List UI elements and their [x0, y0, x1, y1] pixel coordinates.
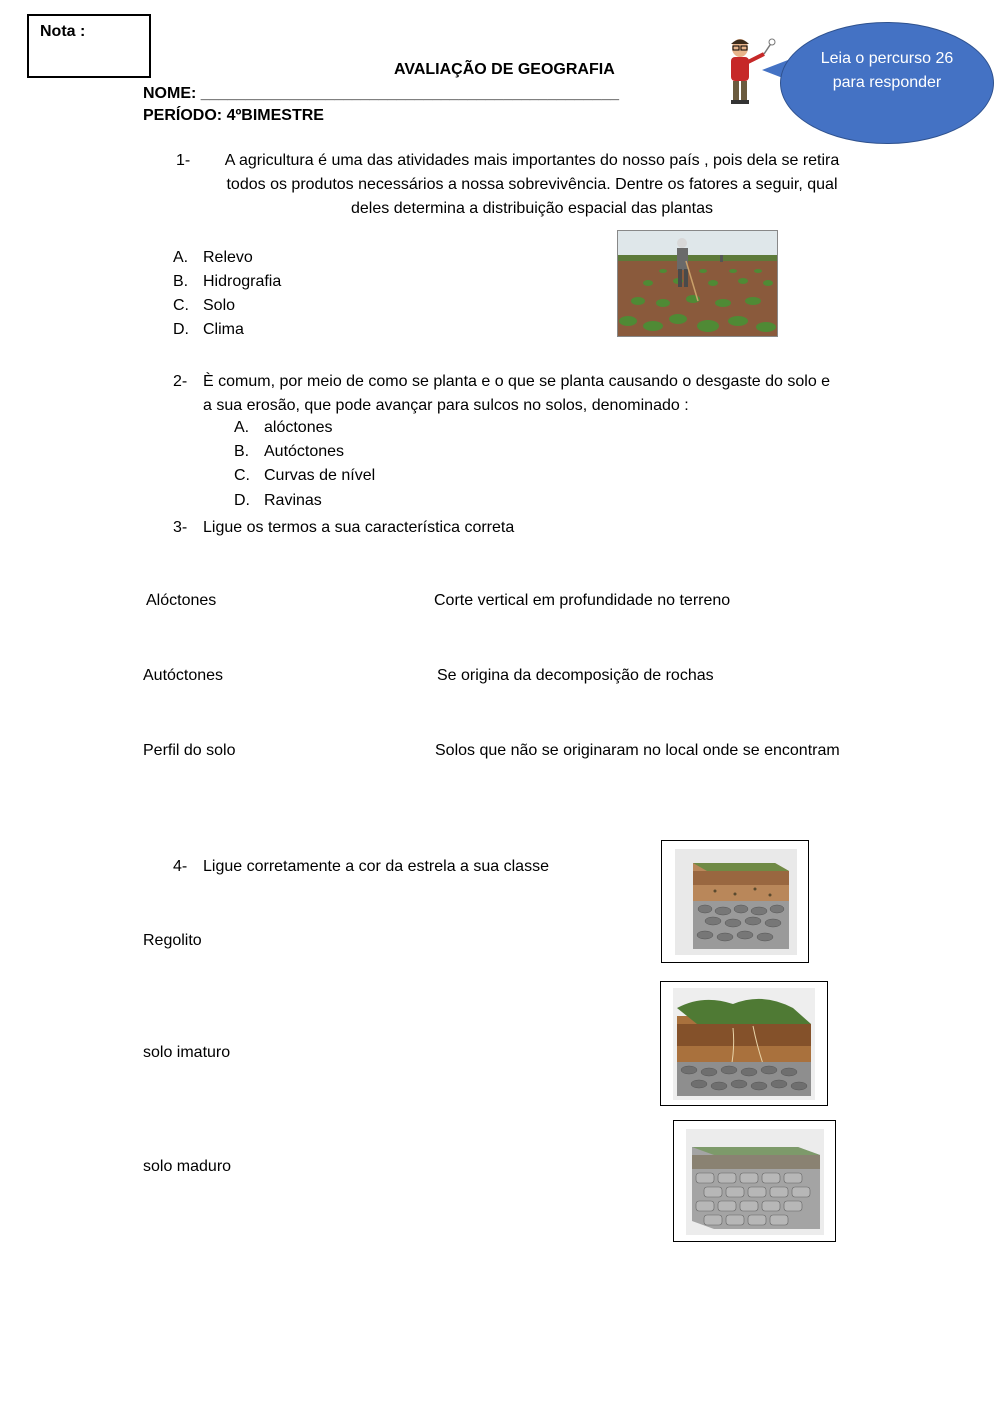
periodo-label: PERÍODO: 4ºBIMESTRE: [143, 107, 324, 124]
page-title: AVALIAÇÃO DE GEOGRAFIA: [394, 61, 615, 78]
nome-field[interactable]: NOME: _______________________________________________: [143, 85, 619, 102]
q1-option-a[interactable]: Relevo: [203, 249, 253, 266]
q3-definition-3[interactable]: Solos que não se originaram no local onde se encontram: [435, 742, 840, 759]
q4-term-solo-maduro[interactable]: solo maduro: [143, 1158, 232, 1175]
soil-profile-mature-image: [686, 1129, 824, 1235]
q3-term-perfil[interactable]: Perfil do solo: [143, 742, 236, 759]
nota-label: Nota :: [40, 23, 86, 40]
soil-profile-regolith-image: [675, 849, 797, 955]
q2-option-c[interactable]: Curvas de nível: [264, 467, 376, 484]
speech-bubble-text: Leia o percurso 26 para responder: [820, 50, 954, 91]
q1-option-a-letter: A.: [173, 249, 189, 266]
q2-line1: È comum, por meio de como se planta e o que se planta causando o desgaste do solo e: [203, 373, 831, 390]
q1-text: A agricultura é uma das atividades mais importantes do nosso país , pois dela se retira todos os produtos necessários a nossa sobrevivência. Dentre os fatores a seguir, qual deles determina a distribuição espacial das plantas: [224, 152, 840, 217]
q2-option-a[interactable]: alóctones: [264, 419, 333, 436]
q4-number: 4-: [173, 858, 188, 875]
speech-bubble: [780, 22, 994, 144]
soil-image-3-frame[interactable]: [673, 1120, 836, 1242]
q1-option-c-letter: C.: [173, 297, 189, 314]
q3-text: Ligue os termos a sua característica correta: [203, 519, 515, 536]
q2-option-b[interactable]: Autóctones: [264, 443, 345, 460]
q2-option-b-letter: B.: [234, 443, 250, 460]
q1-option-b-letter: B.: [173, 273, 189, 290]
q3-term-autoctones[interactable]: Autóctones: [143, 667, 224, 684]
q3-term-alloctones[interactable]: Alóctones: [146, 592, 217, 609]
q3-definition-1[interactable]: Corte vertical em profundidade no terreno: [434, 592, 731, 609]
q1-option-d[interactable]: Clima: [203, 321, 244, 338]
q4-text: Ligue corretamente a cor da estrela a sua classe: [203, 858, 549, 875]
q4-term-regolito[interactable]: Regolito: [143, 932, 202, 949]
soil-profile-immature-image: [673, 988, 815, 1100]
q1-option-b[interactable]: Hidrografia: [203, 273, 282, 290]
q2-option-d-letter: D.: [234, 492, 250, 509]
q2-number: 2-: [173, 373, 188, 390]
soil-image-2-frame[interactable]: [660, 981, 828, 1106]
q2-line2: a sua erosão, que pode avançar para sulcos no solos, denominado :: [203, 397, 689, 414]
soil-image-1-frame[interactable]: [661, 840, 809, 963]
farm-field-photo: [617, 230, 778, 337]
q1-number: 1-: [176, 152, 191, 169]
q1-option-d-letter: D.: [173, 321, 189, 338]
q3-definition-2[interactable]: Se origina da decomposição de rochas: [437, 667, 714, 684]
q2-option-a-letter: A.: [234, 419, 250, 436]
q2-option-d[interactable]: Ravinas: [264, 492, 322, 509]
q4-term-solo-imaturo[interactable]: solo imaturo: [143, 1044, 231, 1061]
q2-option-c-letter: C.: [234, 467, 250, 484]
q3-number: 3-: [173, 519, 188, 536]
q1-option-c[interactable]: Solo: [203, 297, 236, 314]
